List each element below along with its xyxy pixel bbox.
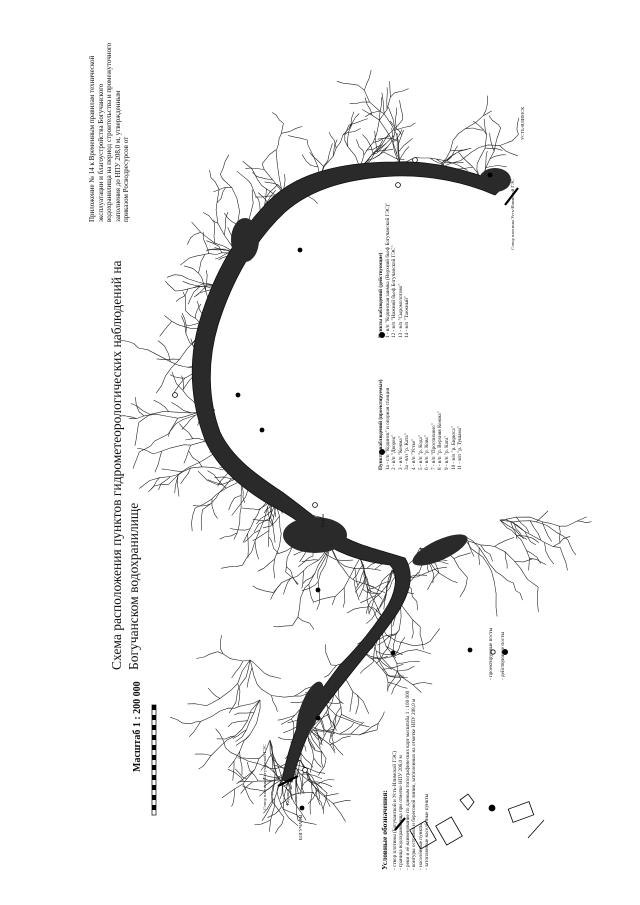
river xyxy=(262,150,276,164)
river xyxy=(203,212,218,223)
river xyxy=(559,526,560,543)
station-item: 4 - в/п "Устье" xyxy=(410,438,417,470)
river xyxy=(395,108,397,128)
river xyxy=(560,548,567,571)
river xyxy=(317,780,334,785)
river xyxy=(515,559,533,562)
river xyxy=(272,696,278,712)
station-item: 3 - в/п "Кежма" xyxy=(397,436,404,470)
river xyxy=(208,688,220,698)
stations-projected xyxy=(378,379,464,470)
river xyxy=(155,451,162,472)
river xyxy=(220,635,223,654)
river xyxy=(486,166,507,169)
river xyxy=(450,148,471,151)
river xyxy=(339,723,353,734)
river xyxy=(545,543,554,565)
station-item: 10 - в/п "р. Бирюса" xyxy=(450,426,457,470)
river xyxy=(355,567,358,585)
scale-segment xyxy=(152,785,156,790)
reservoir-bay xyxy=(479,168,511,192)
river xyxy=(490,155,506,159)
river xyxy=(198,255,204,274)
reservoir-bay xyxy=(283,517,347,553)
river xyxy=(568,540,576,555)
river xyxy=(154,400,169,412)
station-marker xyxy=(298,248,303,253)
river xyxy=(224,213,237,225)
river xyxy=(228,721,247,727)
place-label: УСТЬ-ИЛИМСК xyxy=(520,106,525,140)
river xyxy=(495,537,514,546)
river xyxy=(162,469,183,472)
reservoir-bay xyxy=(409,528,472,571)
river xyxy=(330,736,351,745)
river xyxy=(384,152,405,160)
river xyxy=(312,792,323,810)
legend xyxy=(380,691,430,870)
river xyxy=(302,571,304,589)
river xyxy=(233,761,234,781)
river xyxy=(387,87,388,109)
station-item: 12 - в/п "Нижний бьеф Богучанской ГЭС" xyxy=(391,245,398,338)
river xyxy=(310,152,324,166)
river xyxy=(221,565,242,568)
river xyxy=(255,541,259,559)
river xyxy=(275,817,284,833)
scale-label: Масштаб 1 : 200 000 xyxy=(132,681,143,772)
appendix-note: Приложение № 14 к Временным правилам технической эксплуатации и благоустройства Богучанского водохранилища на период строительства и промежуточного заполнения до НПУ 208,0 м, утвержденным приказом Росводресурсов от xyxy=(88,42,131,222)
river xyxy=(192,508,196,531)
river xyxy=(170,717,191,724)
river xyxy=(400,100,403,119)
river xyxy=(263,516,280,528)
river xyxy=(411,589,417,611)
stations-active xyxy=(378,203,411,338)
station-marker xyxy=(316,716,321,721)
river xyxy=(232,661,244,678)
scale-segment xyxy=(152,805,156,810)
river xyxy=(232,789,235,807)
river xyxy=(500,146,518,156)
station-item: 6 - в/п "р. Кова" xyxy=(424,435,431,470)
river xyxy=(165,281,175,291)
river xyxy=(188,287,200,305)
river xyxy=(350,692,353,712)
river xyxy=(324,794,339,797)
river xyxy=(364,70,371,90)
river xyxy=(454,553,471,559)
station-item: 13 - в/п "Сыромолотово" xyxy=(397,283,404,338)
river xyxy=(500,520,560,548)
river xyxy=(269,537,279,553)
scale-segment xyxy=(152,795,156,800)
place-label: Створ плотины Богучанской ГЭС xyxy=(262,744,267,810)
river xyxy=(365,111,380,117)
river xyxy=(171,402,191,413)
river xyxy=(157,359,180,360)
river xyxy=(201,510,202,531)
river xyxy=(489,116,501,128)
river xyxy=(479,548,480,565)
river xyxy=(238,758,259,759)
river xyxy=(216,729,226,748)
river xyxy=(500,520,530,570)
river xyxy=(397,661,420,663)
river xyxy=(337,81,358,85)
river xyxy=(159,477,171,490)
station-marker xyxy=(173,393,178,398)
river xyxy=(360,662,373,673)
river xyxy=(298,617,314,629)
river xyxy=(412,620,414,639)
river xyxy=(425,629,440,645)
scale-segment xyxy=(152,705,156,710)
place-label: Кодинск xyxy=(285,788,290,805)
station-item: 11 - в/п "р. Тушама" xyxy=(457,425,464,470)
legend-item: - контуры островов и береговой линии, затопленных на отметке НПУ 208,0 м xyxy=(411,698,418,870)
river xyxy=(395,637,405,656)
river xyxy=(298,556,313,567)
scale-segment xyxy=(152,775,156,780)
river xyxy=(253,586,273,593)
river xyxy=(196,652,217,659)
river xyxy=(413,683,432,685)
legend-item: - населённые пункты xyxy=(417,823,424,870)
river xyxy=(332,558,360,605)
river xyxy=(397,666,415,671)
station-marker xyxy=(413,158,418,163)
river xyxy=(333,800,351,803)
station-marker xyxy=(468,648,473,653)
river xyxy=(250,660,309,697)
station-marker xyxy=(396,183,401,188)
scale-segment xyxy=(152,765,156,770)
river xyxy=(505,552,507,569)
river xyxy=(187,232,200,244)
river xyxy=(220,155,229,175)
station-marker xyxy=(316,588,321,593)
river xyxy=(325,644,331,665)
river xyxy=(258,559,275,571)
river xyxy=(500,520,568,540)
river xyxy=(271,583,282,600)
legend-heading: Условные обозначения: xyxy=(380,790,389,870)
legend-item: - действующие посты xyxy=(500,632,507,680)
river xyxy=(379,625,421,693)
river xyxy=(284,578,291,594)
river xyxy=(387,671,397,690)
river xyxy=(553,536,570,546)
river xyxy=(230,529,250,531)
river xyxy=(356,695,359,714)
stations-active-heading: Пункты наблюдений (действующие) xyxy=(378,252,384,338)
river xyxy=(250,660,281,679)
station-item: 8 - в/п "р. Верхняя Кежма" xyxy=(437,411,444,470)
river xyxy=(460,535,513,583)
river xyxy=(160,321,172,336)
station-item: 14 - в/п "Таежный" xyxy=(404,296,411,338)
river xyxy=(343,588,345,608)
river xyxy=(184,445,191,463)
scale-bar xyxy=(152,705,156,815)
river xyxy=(358,85,400,165)
river xyxy=(395,123,415,130)
river xyxy=(329,132,336,148)
river xyxy=(537,587,538,612)
scale-segment xyxy=(152,735,156,740)
river xyxy=(191,700,260,724)
river xyxy=(186,323,200,326)
river xyxy=(314,596,336,602)
river xyxy=(483,96,487,116)
river xyxy=(188,704,207,706)
river xyxy=(577,521,591,523)
river xyxy=(460,577,468,597)
station-item: 7 - в/п "Проспихино" xyxy=(430,423,437,470)
legend-item: - реки и её наименование по данным топографических карт масштаба 1 : 100 000 xyxy=(404,690,411,870)
river xyxy=(253,531,269,541)
river xyxy=(179,423,193,438)
river xyxy=(170,375,185,378)
river xyxy=(255,196,276,197)
river xyxy=(207,660,251,706)
station-marker xyxy=(391,651,396,656)
river xyxy=(303,573,315,584)
legend-item: - створ плотины (Богучанской и Усть-Илимской ГЭС) xyxy=(392,751,398,870)
river xyxy=(281,126,302,133)
scale-segment xyxy=(152,755,156,760)
station-item: 9 - в/п "р. Ката" xyxy=(443,435,450,470)
station-marker xyxy=(260,428,265,433)
river xyxy=(210,170,220,189)
river xyxy=(517,118,519,135)
river xyxy=(376,649,387,664)
river xyxy=(243,784,253,805)
map-title: Схема расположения пунктов гидрометеорологических наблюдений на Богучанском водохранилище xyxy=(109,260,141,670)
station-item: 5 - в/п "р. Кода" xyxy=(417,435,424,470)
station-marker xyxy=(303,768,308,773)
station-marker xyxy=(300,806,305,811)
river xyxy=(542,522,552,542)
river xyxy=(195,754,211,756)
river xyxy=(465,128,483,130)
river xyxy=(527,551,541,564)
station-item: 3а - в/п "р. Ката" xyxy=(404,433,411,470)
river xyxy=(525,531,536,545)
river xyxy=(242,508,260,510)
stations-projected-heading: Пункты наблюдений (проектируемые) xyxy=(378,379,384,470)
river xyxy=(245,168,264,170)
scale-segment xyxy=(152,715,156,720)
station-item: 1 - в/п "Кодинская заимка (Верхний бьеф Богучанской ГЭС)" xyxy=(384,202,391,338)
river xyxy=(331,734,335,751)
river xyxy=(229,495,242,510)
river xyxy=(240,752,242,775)
river-network xyxy=(119,70,591,834)
station-marker xyxy=(313,503,318,508)
legend-markers xyxy=(488,628,507,680)
station-marker xyxy=(488,173,493,178)
river xyxy=(389,677,408,678)
river xyxy=(347,607,368,613)
river xyxy=(360,81,390,168)
legend-item: - проектируемые посты xyxy=(488,627,494,680)
river xyxy=(362,134,373,153)
river xyxy=(356,140,364,156)
place-label: Створ плотины Усть-Илимской ГЭС xyxy=(510,178,515,250)
scale-segment xyxy=(152,725,156,730)
river xyxy=(382,93,384,114)
river xyxy=(248,534,249,558)
river xyxy=(234,713,254,716)
legend-item: - граница водохранилища при отметке НПУ 208,0 м xyxy=(398,755,405,870)
station-marker xyxy=(236,393,241,398)
river xyxy=(379,97,381,120)
river xyxy=(213,187,231,192)
river xyxy=(513,583,522,600)
river xyxy=(233,730,247,739)
river xyxy=(390,89,408,98)
river xyxy=(420,627,423,650)
station-item: 1а - г/п "Кодинск" и опорная станция xyxy=(384,387,391,470)
river xyxy=(214,220,215,244)
station-item: 2 - в/п "Дворец" xyxy=(391,434,398,470)
legend-item: - затопляемые населённые пункты xyxy=(424,793,431,870)
river xyxy=(442,153,456,163)
reservoir-bay xyxy=(231,218,259,262)
river xyxy=(273,626,292,627)
river xyxy=(288,136,307,140)
river xyxy=(272,113,283,124)
place-label: БОГУЧАНЫ xyxy=(298,814,303,840)
place-label: Кежма xyxy=(320,513,325,527)
scale-segment xyxy=(152,745,156,750)
